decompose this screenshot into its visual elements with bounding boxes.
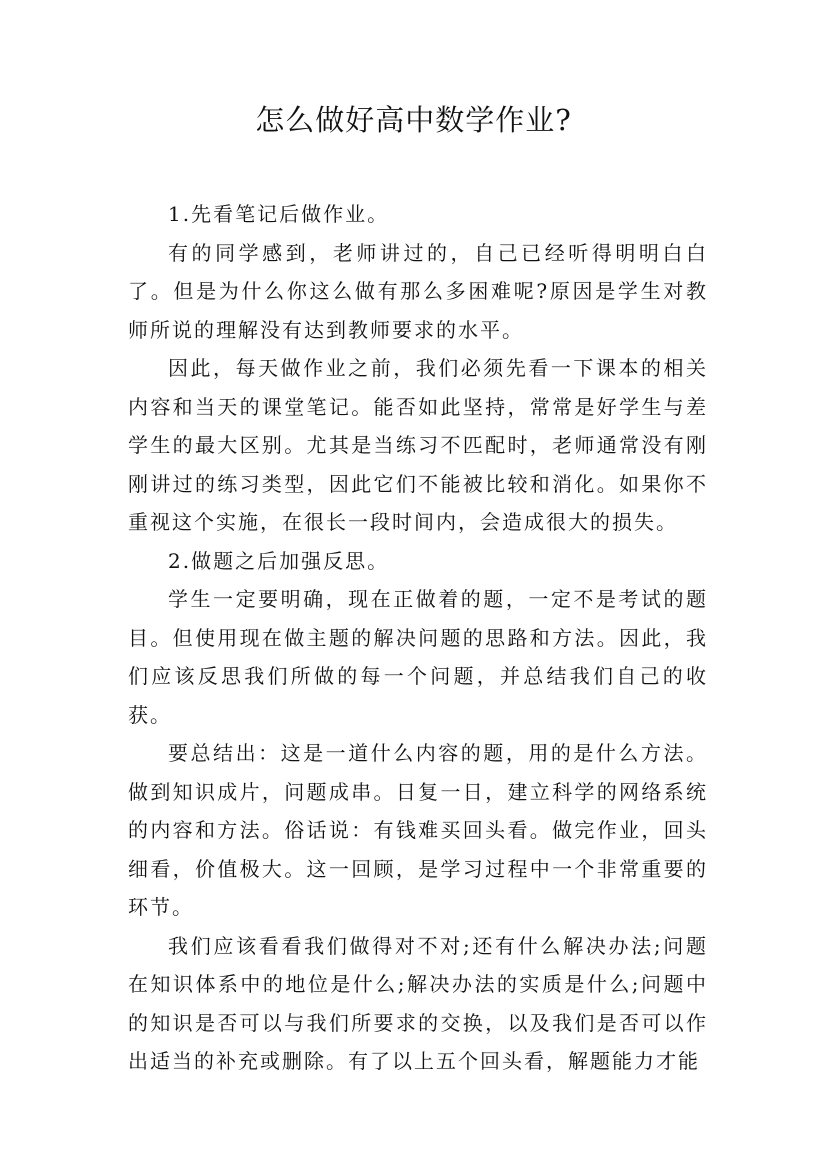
paragraph: 有的同学感到，老师讲过的，自己已经听得明明白白了。但是为什么你这么做有那么多困难呢?原因是学生对教师所说的理解没有达到教师要求的水平。 xyxy=(128,240,708,342)
paragraph: 要总结出：这是一道什么内容的题，用的是什么方法。做到知识成片，问题成串。日复一日，建立科学的网络系统的内容和方法。俗话说：有钱难买回头看。做完作业，回头细看，价值极大。这一回顾，是学习过程中一个非常重要的环节。 xyxy=(128,741,708,919)
document-title: 怎么做好高中数学作业? xyxy=(255,103,572,137)
paragraph: 因此，每天做作业之前，我们必须先看一下课本的相关内容和当天的课堂笔记。能否如此坚持，常常是好学生与差学生的最大区别。尤其是当练习不匹配时，老师通常没有刚刚讲过的练习类型，因此它们不能被比较和消化。如果你不重视这个实施，在很长一段时间内，会造成很大的损失。 xyxy=(128,356,708,534)
document-body xyxy=(128,195,708,1081)
paragraph: 学生一定要明确，现在正做着的题，一定不是考试的题目。但使用现在做主题的解决问题的思路和方法。因此，我们应该反思我们所做的每一个问题，并总结我们自己的收获。 xyxy=(128,587,708,727)
paragraph-section-2-heading: 2.做题之后加强反思。 xyxy=(168,548,390,573)
paragraph: 我们应该看看我们做得对不对;还有什么解决办法;问题在知识体系中的地位是什么;解决办法的实质是什么;问题中的知识是否可以与我们所要求的交换，以及我们是否可以作出适当的补充或删除。有了以上五个回头看，解题能力才能 xyxy=(128,933,708,1073)
paragraph-section-1-heading: 1.先看笔记后做作业。 xyxy=(168,202,390,226)
